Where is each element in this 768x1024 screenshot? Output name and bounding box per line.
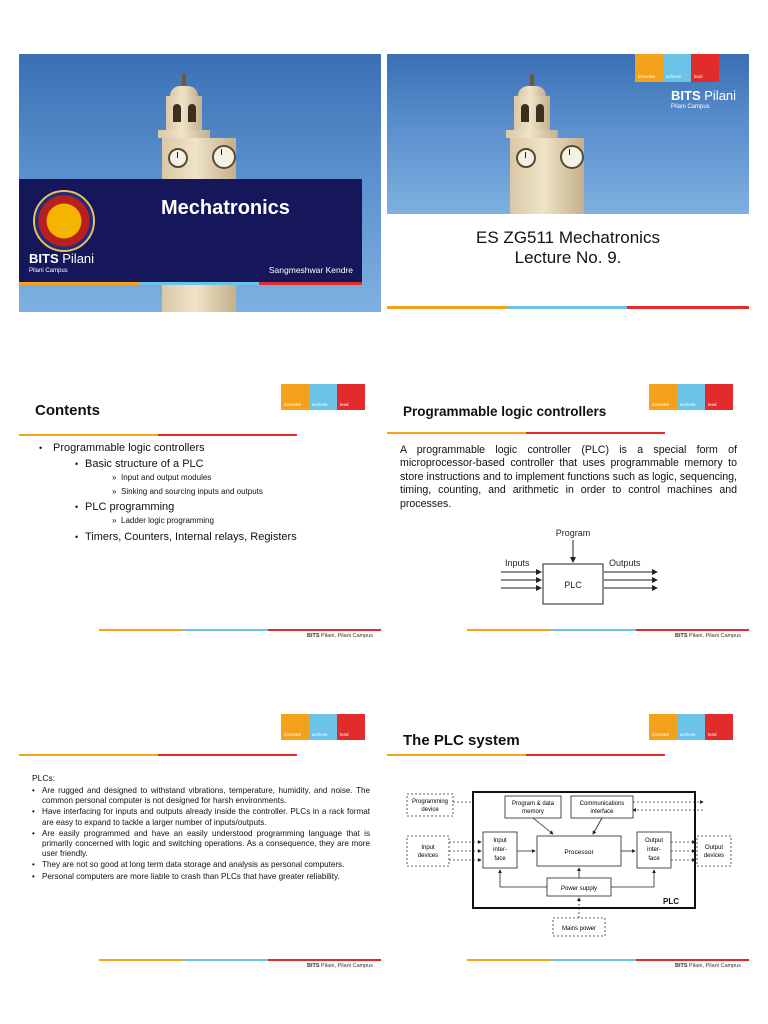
svg-text:Mains power: Mains power (561, 926, 597, 932)
course-title-line2: Lecture No. 9. (514, 248, 622, 267)
program-label: Program (555, 528, 591, 538)
list-item: • Have interfacing for inputs and outputs already inside the controller. PLCs in a rack format are easy to expand to tackle a larger number of inputs/outputs. (32, 807, 370, 827)
tagline-blocks: innovate achieve lead (281, 384, 365, 410)
list-item: • Are easily programmed and have an easily understood programming language that is primarily concerned with logic and switching operations. As a consequence, they are more user friendly. (32, 829, 370, 860)
tagline-blocks: innovate achieve lead (281, 714, 365, 740)
plc-label: PLC (564, 580, 582, 590)
footer-label: BITS Pilani, Pilani Campus (306, 963, 373, 969)
svg-text:Input: Input (421, 845, 435, 851)
svg-text:Power supply: Power supply (560, 886, 598, 892)
title-underline (19, 754, 297, 756)
list-item: • They are not so good at long term data storage and analysis as personal computers. (32, 860, 370, 870)
footer-rule (467, 629, 749, 631)
list-item: » Input and output modules (121, 473, 373, 487)
svg-text:Input: Input (493, 838, 507, 844)
svg-text:inter-: inter- (647, 847, 661, 853)
bits-seal-logo (33, 190, 95, 252)
footer-rule (99, 959, 381, 961)
svg-text:Processor: Processor (564, 849, 594, 856)
tagline-blocks: innovate achieve lead (649, 384, 733, 410)
footer-label: BITS Pilani, Pilani Campus (674, 633, 741, 639)
title-underline (387, 754, 665, 756)
footer-rule (467, 959, 749, 961)
outputs-label: Outputs (609, 558, 641, 568)
plc-frame-label: PLC (663, 897, 679, 906)
slide-plc-definition (387, 384, 749, 642)
svg-text:interface: interface (590, 809, 614, 815)
slide-plc-features (19, 714, 381, 972)
svg-text:face: face (648, 856, 660, 862)
bits-pilani-logo: BITS Pilani (671, 88, 737, 103)
svg-text:device: device (421, 807, 439, 813)
plc-system-diagram (403, 780, 733, 940)
slide-title: The PLC system (403, 732, 520, 749)
svg-text:Programming: Programming (411, 799, 449, 805)
plc-feature-list (32, 786, 370, 883)
plc-block-diagram (497, 524, 667, 609)
list-item: » Ladder logic programming (121, 516, 373, 531)
footer-label: BITS Pilani, Pilani Campus (306, 633, 373, 639)
slide-title: Contents (35, 402, 100, 419)
svg-text:Communications: Communications (579, 801, 625, 807)
list-item: • Personal computers are more liable to crash than PLCs that have greater reliability. (32, 872, 370, 882)
svg-text:devices: devices (703, 853, 725, 859)
svg-text:Output: Output (704, 845, 724, 851)
footer-rule (99, 629, 381, 631)
title-underline (387, 432, 665, 434)
author-name: Sangmeshwar Kendre (268, 265, 353, 275)
slide-title-mechatronics (19, 54, 381, 312)
slide-plc-system (387, 714, 749, 972)
list-item: • PLC programming (85, 501, 373, 516)
tagline-blocks: innovate achieve lead (635, 54, 719, 82)
inputs-label: Inputs (505, 558, 530, 568)
course-title-line1: ES ZG511 Mechatronics (476, 228, 660, 247)
footer-label: BITS Pilani, Pilani Campus (674, 963, 741, 969)
svg-text:memory: memory (522, 809, 544, 815)
course-title (387, 228, 749, 268)
list-item: • Timers, Counters, Internal relays, Registers (85, 531, 373, 546)
tagline-blocks: innovate achieve lead (649, 714, 733, 740)
svg-text:Program & data: Program & data (511, 801, 555, 807)
title-underline (19, 434, 297, 436)
svg-text:devices: devices (417, 853, 439, 859)
output-devices-box (697, 836, 731, 866)
clock-tower-image (492, 72, 602, 214)
slide-contents (19, 384, 381, 642)
list-item: • Are rugged and designed to withstand vibrations, temperature, humidity, and noise. The common personal computer is not designed for harsh environments. (32, 786, 370, 806)
campus-label: Pilani Campus (671, 104, 710, 110)
plc-definition-text: A programmable logic controller (PLC) is a special form of microprocessor-based controller that uses programmable memory to store instructions and to implement functions such as logic, sequencing, timing, counting, and arithmetic in order to control machines and processes. (400, 444, 737, 510)
svg-text:face: face (494, 856, 506, 862)
plcs-heading: PLCs: (32, 773, 56, 783)
slide-title: Programmable logic controllers (403, 404, 607, 419)
slide-course-title (387, 54, 749, 312)
input-devices-box (407, 836, 449, 866)
bits-pilani-logo: BITS Pilani (29, 251, 95, 266)
campus-label: Pilani Campus (29, 268, 68, 274)
list-item: » Sinking and sourcing inputs and outputs (121, 487, 373, 501)
svg-text:Output: Output (644, 838, 664, 844)
slide-title: Mechatronics (161, 197, 290, 219)
list-item: • Basic structure of a PLC (85, 458, 373, 473)
list-item: • Programmable logic controllers (53, 442, 373, 458)
svg-text:inter-: inter- (493, 847, 507, 853)
contents-list (53, 442, 373, 546)
